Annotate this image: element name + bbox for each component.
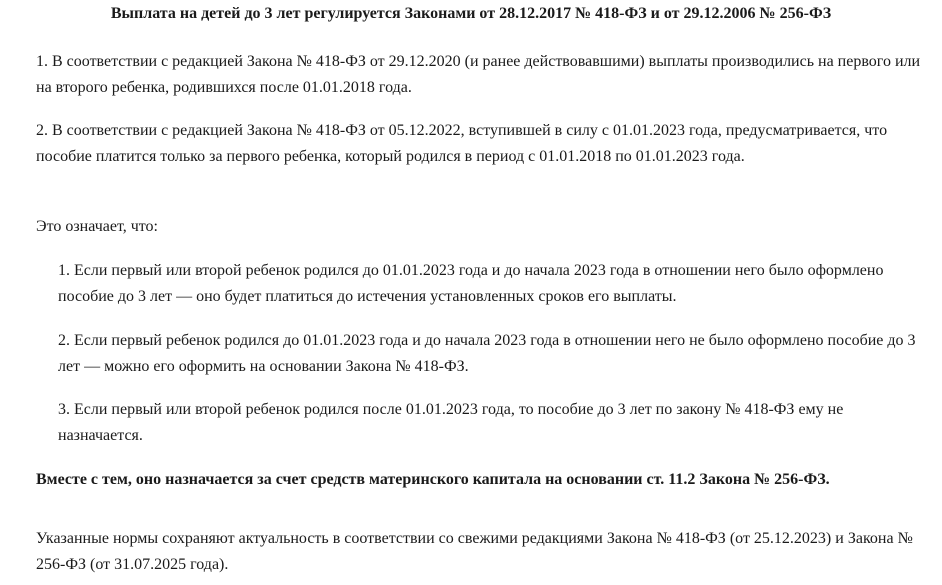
list-item: 1. Если первый или второй ребенок родился до 01.01.2023 года и до начала 2023 года в отношении него было оформлено пособие до 3 лет — оно будет платиться до истечения установленных сроков его выплаты. xyxy=(58,262,884,305)
list-item: 3. Если первый или второй ребенок родился после 01.01.2023 года, то пособие до 3 лет по закону № 418-ФЗ ему не назначается. xyxy=(58,401,844,444)
closing-paragraph: Указанные нормы сохраняют актуальность в соответствии со свежими редакциями Закона № 418-ФЗ (от 25.12.2023) и Закона № 256-ФЗ (от 31.07.2025 года). xyxy=(36,530,913,573)
paragraph-1: 1. В соответствии с редакцией Закона № 418-ФЗ от 29.12.2020 (и ранее действовавшими) выплаты производились на первого или на второго ребенка, родившихся после 01.01.2018 года. xyxy=(36,53,921,96)
document-title: Выплата на детей до 3 лет регулируется Законами от 28.12.2017 № 418-ФЗ и от 29.12.2006 № 256-ФЗ xyxy=(110,5,832,22)
paragraph-2: 2. В соответствии с редакцией Закона № 418-ФЗ от 05.12.2022, вступившей в силу с 01.01.2023 года, предусматривается, что пособие платится только за первого ребенка, который родился в период с 01.01.2018 по 01.01.2023 года. xyxy=(36,122,888,165)
intro-text: Это означает, что: xyxy=(36,218,158,235)
bold-note: Вместе с тем, оно назначается за счет средств материнского капитала на основании ст. 11.2 Закона № 256-ФЗ. xyxy=(36,471,830,488)
list-item: 2. Если первый ребенок родился до 01.01.2023 года и до начала 2023 года в отношении него не было оформлено пособие до 3 лет — можно его оформить на основании Закона № 418-ФЗ. xyxy=(58,332,916,375)
